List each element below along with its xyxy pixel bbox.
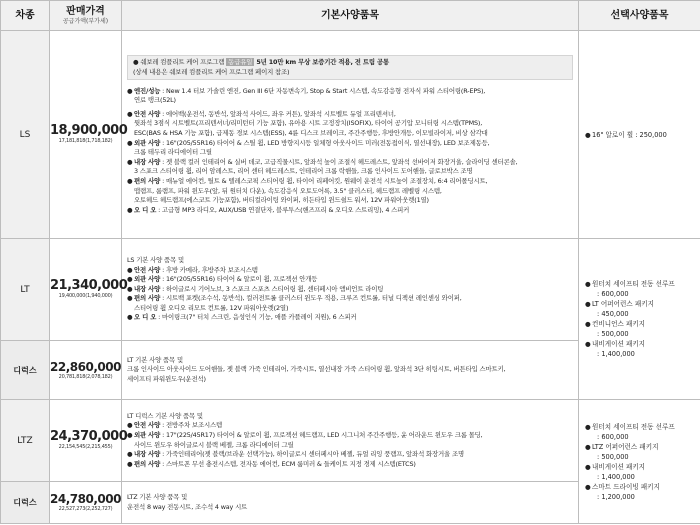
option-item: ●LTZ 어퍼어런스 패키지 : 500,000 [585, 442, 659, 461]
feature-section: ● 안전 사양 : 전방주차 보조시스템 [127, 421, 223, 430]
option-item: ●LT 어퍼어런스 패키지 : 450,000 [585, 300, 654, 318]
feature-section: ● 안전 사양 : 후방 카메라, 후방주차 보조시스템 [127, 265, 258, 274]
row-ls [1, 31, 700, 239]
row-lt [1, 239, 700, 341]
feature-section: ● 안전 사양 : 에어백(운전석, 동반석, 앞좌석 사이드, 좌우 커튼), 앞좌석 시트벨트 듀얼 프리텐셔너, 뒷좌석 3점식 시트벨트(프리텐셔너/리미턴터 기능 포함), 유아용 시트 고정장치(ISOFIX), 타이어 공기압 모니터링 시스템(TPMS), ESC(BAS & HSA 기능 포함), 급제동 경보 시스템(ESS), 4륜 디스크 브레이크, 주간주행등, 후방안개등, 이모빌라이저, 비상 삼각대 [127, 109, 488, 138]
feature-section: ● 편의 사양 : 스마트폰 무선 충전시스템, 전자동 에어컨, ECM 룸미러 & 들케이트 지정 경제 시스템(ETCS) [127, 459, 416, 468]
option-item: ●원터치 세이프티 전동 선루프 : 600,000 [585, 280, 675, 298]
row-ltz [1, 400, 700, 482]
header-row [1, 1, 700, 31]
price-cell [50, 341, 122, 400]
warranty-notice: ● 쉐보레 컴플리트 케어 프로그램 동급유일 5년 10만 km 무상 보증기간 적용, 전 트림 공통 (상세 내용은 쉐보레 컴플리트 케어 프로그램 페이지 참조) [127, 55, 573, 80]
exclusive-badge: 동급유일 [228, 57, 253, 66]
feature-section: ● 내장 사양 : 가죽인테리어(젯 블랙/브라운 선택가능), 하이글로시 센터페시아 베젤, 듀얼 리잉 풍램프, 앞좌석 화장거울 조명 [127, 450, 465, 459]
price-sub: 17,181,818(1,718,182) [58, 138, 113, 144]
trim-cell: LS [1, 31, 50, 239]
price-sub: 20,781,818(2,078,182) [58, 373, 113, 380]
basic-features-cell [122, 31, 579, 239]
trim-cell: 디럭스 [1, 482, 50, 524]
feature-section: ● 오 디 오 : 고급형 MP3 라디오, AUX/USB 연결단자, 블루투스(핸즈프리 & 오디오 스트리밍), 4 스피커 [127, 205, 410, 214]
price: 22,860,000 [50, 359, 121, 374]
basic-features-cell: LTZ 기본 사양 품목 및 운전석 8 way 전동시트, 조수석 4 way 시트 [122, 482, 579, 524]
basic-features-cell: LT 디럭스 기본 사양 품목 및 ● 안전 사양 : 전방주차 보조시스템 ● 외관 사양 : 17"(225/45R17) 타이어 & 알로이 휠, 프로젝션 헤드램프, LED 시그니처 주간주행등, 윤 어라운드 윈도우 크롬 몰딩, 사이드 윈도우 하이글로시 블랙 베젤, 크롬 라디에이터 그릴 ● 내장 사양 : 가죽인테리어(젯 블랙/브라운 선택가능), 하이글로시 센터페시아 베젤, 듀얼 리잉 풍램프, 앞좌석 화장거울 조명 ● 편의 사양 : 스마트폰 무선 충전시스템, 전자동 에어컨, ECM 룸미러 & 들케이트 지정 경제 시스템(ETCS) [122, 400, 579, 482]
trim-cell: LT [1, 239, 50, 341]
price-sub: 19,400,000(1,940,000) [58, 293, 113, 299]
trim-cell: LTZ [1, 400, 50, 482]
price-cell [50, 400, 128, 482]
price-cell [50, 239, 128, 341]
price: 21,340,000 [50, 278, 128, 293]
price-sub: 22,154,545(2,215,455) [58, 444, 113, 450]
header-trim: 차종 [1, 1, 50, 31]
feature-section: ● 내장 사양 : 하이글로시 기어노브, 3 스포크 스포츠 스티어링 휠, 센터페시아 앰비언트 라이팅 [127, 284, 384, 293]
trim-cell: 디럭스 [1, 341, 50, 400]
option-item: ●내비게이션 패키지 : 1,400,000 [585, 340, 646, 358]
options-cell [579, 400, 700, 524]
price-sub: 22,527,273(2,252,727) [58, 506, 113, 512]
feature-section: ● 편의 사양 : 매뉴얼 에어컨, 틸트 & 텔레스코픽 스티어링 휠, 타이어 리페어킷, 원웨이 운전석 시트높이 조절장치, 6:4 리어폴딩시트, 맵램프, 룸램프, 파워 윈도우(앞, 뒤 원터치 다운), 속도감응식 오토도어록, 3.5" 클러스터, 헤드램프 레벨링 시스템, 오토헤드 헤드램프(에스코트 기능포함), 버티컬라이팅 와이퍼, 히든타입 윈드쉴드 워셔, 12V 파워아웃렛(1열) [127, 176, 488, 205]
feature-section: ● 편의 사양 : 시트백 포켓(조수석, 동반석), 컬러전트롤 클러스터 윈도우 적용, 크루즈 컨트롤, 터널 디젝션 레인센싱 와이퍼, 스티어링 휠 오디오 리모트 컨트롤, 12V 파워아웃렛(2열) [127, 294, 462, 312]
header-price: 판매가격 공급가액(부가세) [50, 1, 122, 31]
price-cell [50, 482, 122, 524]
option-item: ●컨비니언스 패키지 : 500,000 [585, 320, 646, 338]
price-cell [50, 31, 128, 239]
price: 18,900,000 [50, 123, 128, 138]
options-cell [579, 239, 700, 400]
basic-features-cell: LT 기본 사양 품목 및 크롬 인사이드 아웃사이드 도어핸들, 젯 블랙 가죽 인테리어, 가죽시트, 열선내장 가죽 스티어링 휠, 앞좌석 3단 히팅시트, 버튼타입 스마트키, 세이프티 파워윈도우(운전석) [122, 341, 579, 400]
price: 24,370,000 [50, 429, 128, 444]
feature-section: ● 엔진/성능 : New 1.4 터보 가솔린 엔진, Gen III 6단 자동변속기, Stop & Start 시스템, 속도감응형 전자식 파워 스티어링(R-EPS), 연료 탱크(52L) [127, 86, 486, 105]
option-item: ●스마트 드라이빙 패키지 : 1,200,000 [585, 482, 660, 501]
feature-section: ● 외관 사양 : 16"(205/55R16) 타이어 & 알로이 휠, 프로젝션 안개등 [127, 275, 318, 284]
options-cell [579, 31, 700, 239]
feature-section: ● 오 디 오 : 마이링크(7" 터치 스크린, 음성인식 기능, 애플 카플레이 지원), 6 스피커 [127, 313, 357, 322]
header-basic-features: 기본사양품목 [122, 1, 579, 31]
feature-section: ● 외관 사양 : 17"(225/45R17) 타이어 & 알로이 휠, 프로젝션 헤드램프, LED 시그니처 주간주행등, 윤 어라운드 윈도우 크롬 몰딩, 사이드 윈도우 하이글로시 블랙 베젤, 크롬 라디에이터 그릴 [127, 430, 483, 449]
option-item: ●원터치 세이프티 전동 선루프 : 600,000 [585, 422, 675, 441]
option-item: ●내비게이션 패키지 : 1,400,000 [585, 462, 646, 481]
feature-section: ● 내장 사양 : 젯 블랙 컬러 인테리어 & 실버 데코, 고급직물시트, 앞좌석 높이 조절식 헤드레스트, 앞좌석 선바이저 화장거울, 슬라이딩 센터콘솔, 3 스포크 스티어링 휠, 리어 암레스트, 리어 센터 헤드레스트, 인테리어 크롬 락핸들, 크롬 인사이드 도어핸들, 글로브박스 조명 [127, 157, 518, 176]
header-options: 선택사양품목 [579, 1, 700, 31]
price: 24,780,000 [50, 492, 121, 506]
basic-features-cell: LS 기본 사양 품목 및 ● 안전 사양 : 후방 카메라, 후방주차 보조시스템 ● 외관 사양 : 16"(205/55R16) 타이어 & 알로이 휠, 프로젝션 안개등 ● 내장 사양 : 하이글로시 기어노브, 3 스포크 스포츠 스티어링 휠, 센터페시아 앰비언트 라이팅 ● 편의 사양 : 시트백 포켓(조수석, 동반석), 컬러전트롤 클러스터 윈도우 적용, 크루즈 컨트롤, 터널 디젝션 레인센싱 와이퍼, 스티어링 휠 오디오 리모트 컨트롤, 12V 파워아웃렛(2열) ● 오 디 오 : 마이링크(7" 터치 스크린, 음성인식 기능, 애플 카플레이 지원), 6 스피커 [122, 239, 579, 341]
option-item: ●16" 알로이 휠 : 250,000 [585, 130, 667, 139]
feature-section: ● 외관 사양 : 16"(205/55R16) 타이어 & 스틸 휠, LED 방향지시등 일체형 아웃사이드 미러(전동접이식, 열선내장), LED 보조제동등, 크롬 테두리 라디에이터 그릴 [127, 138, 490, 157]
